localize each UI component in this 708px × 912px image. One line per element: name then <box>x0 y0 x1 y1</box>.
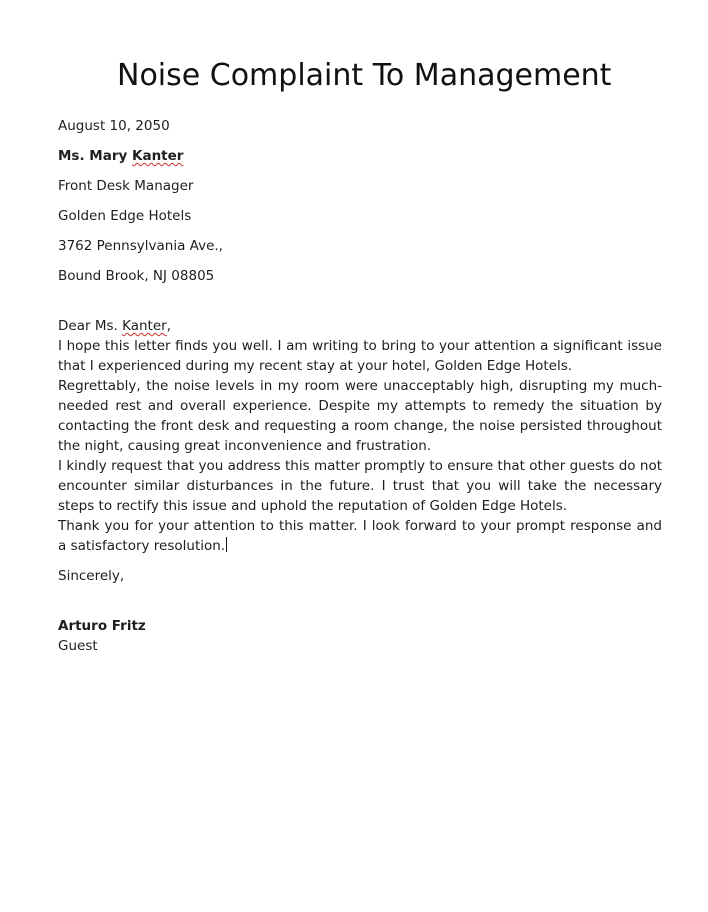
text-cursor <box>226 537 227 552</box>
closing: Sincerely, <box>58 568 125 584</box>
paragraph-thanks-text: Thank you for your attention to this matter. I look forward to your prompt response and a satisfactory resolution. <box>58 518 662 554</box>
salutation <box>58 316 662 336</box>
recipient-position: Front Desk Manager <box>58 178 194 194</box>
paragraph-issue: Regrettably, the noise levels in my room were unacceptably high, disrupting my much-needed rest and overall experience. Despite my attempts to remedy the situation by contacting the front desk and requesting a room change, the noise persisted throughout the night, causing great inconvenience and frustration. <box>58 378 662 454</box>
recipient-street: 3762 Pennsylvania Ave., <box>58 238 223 254</box>
recipient-name-prefix: Ms. Mary <box>58 148 132 164</box>
paragraph-intro: I hope this letter finds you well. I am writing to bring to your attention a significant issue that I experienced during my recent stay at your hotel, Golden Edge Hotels. <box>58 338 662 374</box>
letter-date: August 10, 2050 <box>58 118 170 134</box>
paragraph-request: I kindly request that you address this matter promptly to ensure that other guests do not encounter similar disturbances in the future. I trust that you will take the necessary steps to rectify this issue and uphold the reputation of Golden Edge Hotels. <box>58 458 662 514</box>
salutation-surname: Kanter <box>122 318 167 334</box>
paragraph-thanks <box>58 516 662 556</box>
signature-name: Arturo Fritz <box>58 618 146 634</box>
recipient-surname: Kanter <box>132 148 184 164</box>
recipient-name <box>58 146 662 166</box>
signature-role: Guest <box>58 638 98 654</box>
salutation-prefix: Dear Ms. <box>58 318 123 334</box>
letter-body[interactable] <box>58 116 662 656</box>
salutation-suffix: , <box>166 318 171 334</box>
recipient-city: Bound Brook, NJ 08805 <box>58 268 215 284</box>
recipient-company: Golden Edge Hotels <box>58 208 192 224</box>
page-title: Noise Complaint To Management <box>117 58 612 94</box>
